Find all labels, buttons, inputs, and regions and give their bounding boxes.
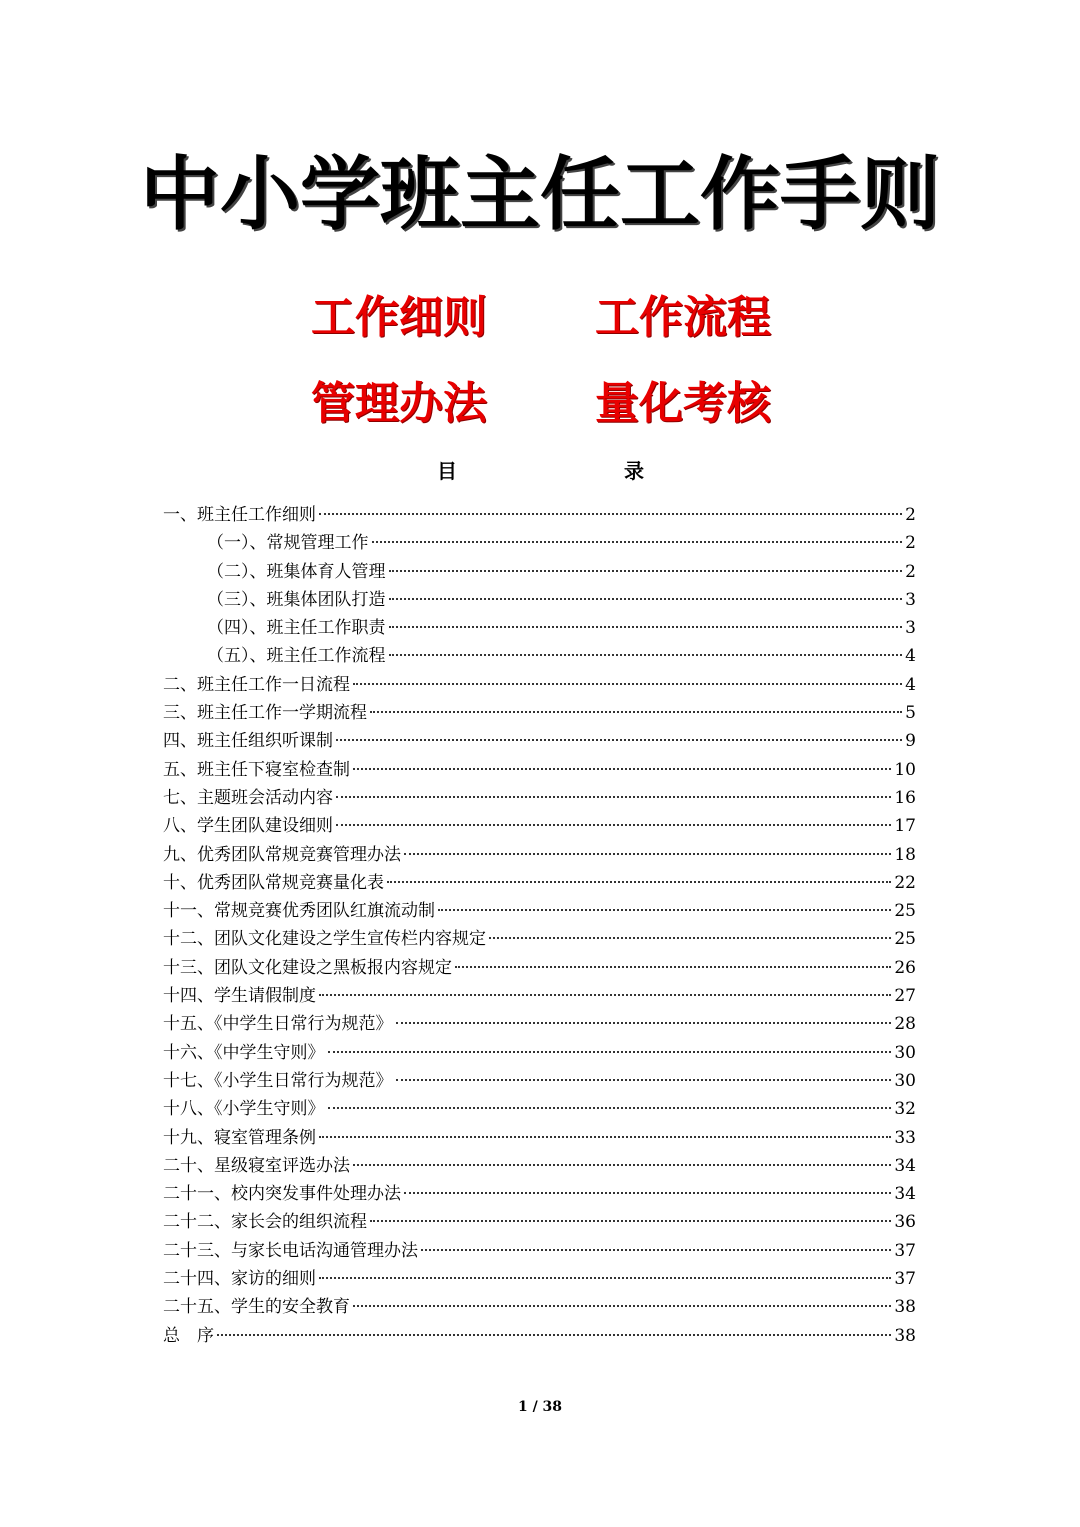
toc-dot-leader xyxy=(387,881,891,883)
toc-entry-label: 二十、星级寝室评选办法 xyxy=(163,1155,350,1176)
toc-entry-page: 27 xyxy=(894,986,916,1007)
toc-entry-label: 十五、《中学生日常行为规范》 xyxy=(163,1014,393,1035)
toc-entry-page: 9 xyxy=(905,731,916,752)
toc-entry-label: （四）、班主任工作职责 xyxy=(207,618,386,639)
subtitle-management-methods: 管理办法 xyxy=(311,378,487,429)
toc-entry[interactable] xyxy=(163,501,916,529)
toc-dot-leader xyxy=(336,824,891,826)
toc-entry[interactable] xyxy=(163,1180,916,1208)
toc-entry[interactable] xyxy=(163,558,916,586)
toc-entry[interactable] xyxy=(163,1322,916,1350)
toc-entry[interactable] xyxy=(163,1152,916,1180)
toc-dot-leader xyxy=(319,1136,891,1138)
toc-entry-page: 25 xyxy=(894,901,916,922)
toc-dot-leader xyxy=(336,796,891,798)
toc-entry-page: 2 xyxy=(905,533,916,554)
toc-entry[interactable] xyxy=(163,586,916,614)
toc-entry[interactable] xyxy=(163,784,916,812)
toc-entry[interactable] xyxy=(163,1293,916,1321)
toc-entry[interactable] xyxy=(163,1265,916,1293)
toc-entry-page: 32 xyxy=(894,1099,916,1120)
toc-entry-label: 十三、团队文化建设之黑板报内容规定 xyxy=(163,957,452,978)
toc-dot-leader xyxy=(438,909,891,911)
toc-dot-leader xyxy=(353,768,891,770)
toc-dot-leader xyxy=(396,1022,892,1024)
toc-entry-page: 33 xyxy=(894,1127,916,1148)
toc-dot-leader xyxy=(319,1277,891,1279)
toc-dot-leader xyxy=(353,1164,891,1166)
toc-entry-label: 七、主题班会活动内容 xyxy=(163,787,333,808)
toc-entry-page: 36 xyxy=(894,1212,916,1233)
toc-entry-page: 17 xyxy=(894,816,916,837)
toc-entry-label: 二十二、家长会的组织流程 xyxy=(163,1212,367,1233)
toc-dot-leader xyxy=(404,853,891,855)
toc-dot-leader xyxy=(389,570,903,572)
toc-entry-page: 2 xyxy=(905,505,916,525)
toc-entry-label: （五）、班主任工作流程 xyxy=(207,646,386,667)
toc-dot-leader xyxy=(489,937,891,939)
toc-heading-right: 录 xyxy=(624,459,644,483)
toc-entry[interactable] xyxy=(163,869,916,897)
toc-entry-page: 25 xyxy=(894,929,916,950)
toc-entry-label: 十四、学生请假制度 xyxy=(163,986,316,1007)
table-of-contents xyxy=(163,501,916,1350)
toc-entry-label: 二十四、家访的细则 xyxy=(163,1269,316,1290)
toc-dot-leader xyxy=(353,683,902,685)
toc-dot-leader xyxy=(370,1220,891,1222)
toc-entry-label: 十二、团队文化建设之学生宣传栏内容规定 xyxy=(163,929,486,950)
toc-entry-label: 一、班主任工作细则 xyxy=(163,505,316,525)
toc-entry[interactable] xyxy=(163,699,916,727)
toc-entry-label: 十一、常规竞赛优秀团队红旗流动制 xyxy=(163,901,435,922)
toc-entry[interactable] xyxy=(163,925,916,953)
toc-entry[interactable] xyxy=(163,841,916,869)
toc-entry-label: 十六、《中学生守则》 xyxy=(163,1042,325,1063)
toc-entry[interactable] xyxy=(163,1237,916,1265)
toc-entry-page: 30 xyxy=(894,1070,916,1091)
toc-dot-leader xyxy=(389,598,903,600)
toc-entry[interactable] xyxy=(163,614,916,642)
toc-dot-leader xyxy=(389,626,903,628)
toc-entry-label: 二十一、校内突发事件处理办法 xyxy=(163,1184,401,1205)
toc-entry-page: 5 xyxy=(905,703,916,724)
toc-entry-page: 18 xyxy=(894,844,916,865)
toc-entry-page: 3 xyxy=(905,618,916,639)
toc-heading-left: 目 xyxy=(437,459,457,483)
toc-entry-label: 十九、寝室管理条例 xyxy=(163,1127,316,1148)
toc-entry-page: 30 xyxy=(894,1042,916,1063)
toc-entry[interactable] xyxy=(163,671,916,699)
toc-entry-label: （二）、班集体育人管理 xyxy=(207,561,386,582)
toc-entry-page: 37 xyxy=(894,1240,916,1261)
page-number: 1 / 38 xyxy=(517,1399,563,1415)
toc-entry-page: 38 xyxy=(894,1297,916,1318)
toc-dot-leader xyxy=(328,1107,892,1109)
toc-entry[interactable] xyxy=(163,954,916,982)
toc-dot-leader xyxy=(353,1305,891,1307)
toc-entry[interactable] xyxy=(163,727,916,755)
toc-entry[interactable] xyxy=(163,1039,916,1067)
toc-entry-label: 八、学生团队建设细则 xyxy=(163,816,333,837)
toc-entry[interactable] xyxy=(163,1010,916,1038)
toc-entry[interactable] xyxy=(163,1124,916,1152)
toc-entry-page: 16 xyxy=(894,787,916,808)
toc-entry-label: 十八、《小学生守则》 xyxy=(163,1099,325,1120)
toc-entry-label: 二十五、学生的安全教育 xyxy=(163,1297,350,1318)
toc-entry[interactable] xyxy=(163,529,916,557)
toc-entry[interactable] xyxy=(163,1208,916,1236)
toc-entry-page: 34 xyxy=(894,1184,916,1205)
toc-entry-page: 34 xyxy=(894,1155,916,1176)
toc-entry-label: 五、班主任下寝室检查制 xyxy=(163,759,350,780)
toc-entry-page: 2 xyxy=(905,561,916,582)
toc-entry[interactable] xyxy=(163,1095,916,1123)
toc-dot-leader xyxy=(404,1192,891,1194)
toc-dot-leader xyxy=(319,513,902,515)
toc-entry-page: 4 xyxy=(905,646,916,667)
subtitle-work-rules: 工作细则 xyxy=(311,292,487,343)
subtitle-quantified-assessment: 量化考核 xyxy=(595,378,771,429)
toc-entry[interactable] xyxy=(163,897,916,925)
toc-entry-page: 22 xyxy=(894,872,916,893)
toc-dot-leader xyxy=(455,966,891,968)
toc-dot-leader xyxy=(389,654,903,656)
toc-entry-label: 九、优秀团队常规竞赛管理办法 xyxy=(163,844,401,865)
toc-entry[interactable] xyxy=(163,982,916,1010)
toc-dot-leader xyxy=(372,541,903,543)
toc-entry-label: 三、班主任工作一学期流程 xyxy=(163,703,367,724)
toc-entry-label: 总 序 xyxy=(163,1325,214,1346)
toc-entry-page: 38 xyxy=(894,1325,916,1346)
toc-entry[interactable] xyxy=(163,756,916,784)
toc-dot-leader xyxy=(328,1051,892,1053)
toc-entry-label: （一）、常规管理工作 xyxy=(207,533,369,554)
toc-dot-leader xyxy=(319,994,891,996)
toc-entry-label: 二十三、与家长电话沟通管理办法 xyxy=(163,1240,418,1261)
document-title: 中小学班主任工作手则 xyxy=(140,148,940,241)
toc-dot-leader xyxy=(370,711,902,713)
toc-entry-label: 四、班主任组织听课制 xyxy=(163,731,333,752)
toc-dot-leader xyxy=(396,1079,892,1081)
toc-entry-page: 10 xyxy=(894,759,916,780)
toc-entry-label: 二、班主任工作一日流程 xyxy=(163,674,350,695)
toc-entry[interactable] xyxy=(163,812,916,840)
toc-entry-page: 37 xyxy=(894,1269,916,1290)
subtitle-work-process: 工作流程 xyxy=(595,292,771,343)
toc-entry-label: 十、优秀团队常规竞赛量化表 xyxy=(163,872,384,893)
toc-dot-leader xyxy=(336,739,902,741)
toc-entry-page: 28 xyxy=(894,1014,916,1035)
toc-entry[interactable] xyxy=(163,642,916,670)
toc-entry-page: 3 xyxy=(905,589,916,610)
toc-dot-leader xyxy=(217,1334,891,1336)
toc-entry[interactable] xyxy=(163,1067,916,1095)
toc-entry-page: 4 xyxy=(905,674,916,695)
toc-entry-page: 26 xyxy=(894,957,916,978)
toc-entry-label: 十七、《小学生日常行为规范》 xyxy=(163,1070,393,1091)
toc-dot-leader xyxy=(421,1249,891,1251)
toc-entry-label: （三）、班集体团队打造 xyxy=(207,589,386,610)
